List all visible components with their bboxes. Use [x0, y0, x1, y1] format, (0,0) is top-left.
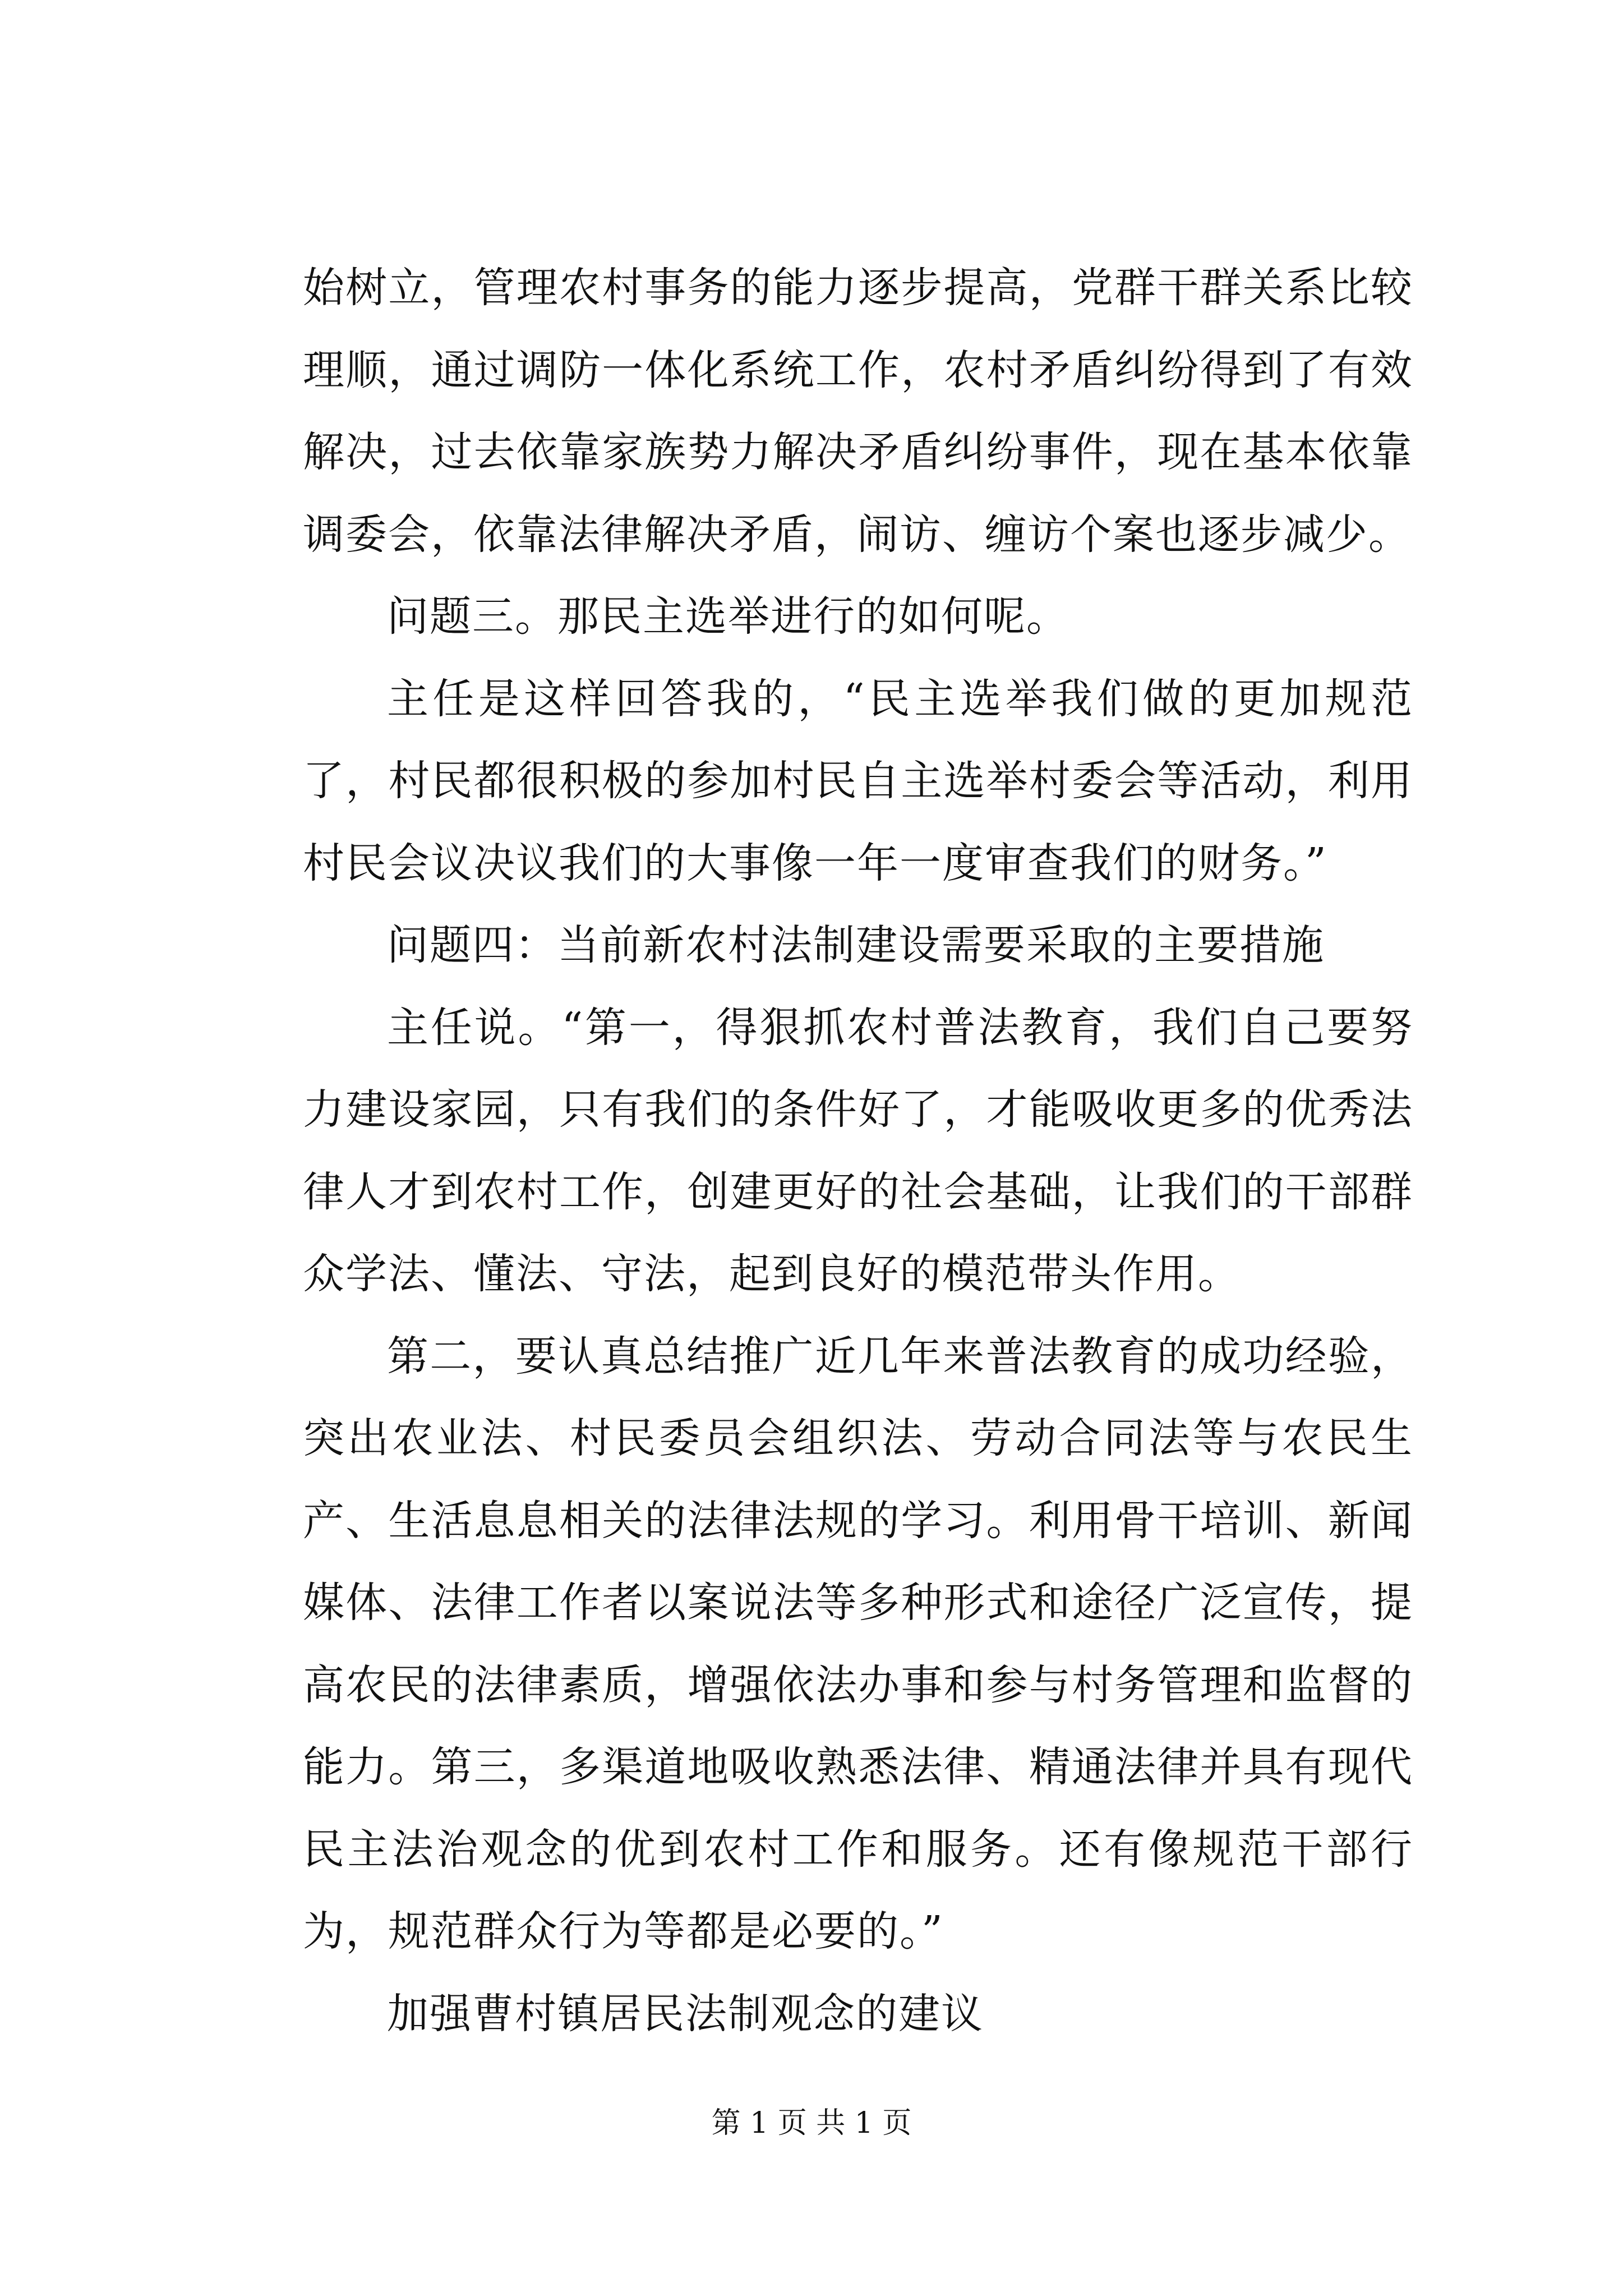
paragraph-answer-four-first: 主任说。“第一，得狠抓农村普法教育，我们自己要努力建设家园，只有我们的条件好了，才能吸收更多的优秀法律人才到农村工作，创建更好的社会基础，让我们的干部群众学法、懂法、守法，起到良好的模范带头作用。 [303, 1003, 1413, 1298]
section-heading-suggestions: 加强曹村镇居民法制观念的建议 [387, 1989, 984, 2038]
paragraph-answer-four-second: 第二，要认真总结推广近几年来普法教育的成功经验，突出农业法、村民委员会组织法、劳动合同法等与农民生产、生活息息相关的法律法规的学习。利用骨干培训、新闻媒体、法律工作者以案说法等多种形式和途径广泛宣传，提高农民的法律素质，增强依法办事和参与村务管理和监督的能力。第三，多渠道地吸收熟悉法律、精通法律并具有现代民主法治观念的优到农村工作和服务。还有像规范干部行为，规范群众行为等都是必要的。” [303, 1332, 1413, 1955]
paragraph-question-three: 问题三。那民主选举进行的如何呢。 [387, 592, 1069, 641]
page-footer [0, 2104, 1623, 2143]
paragraph-question-four: 问题四：当前新农村法制建设需要采取的主要措施 [387, 921, 1325, 969]
paragraph-continuation: 始树立，管理农村事务的能力逐步提高，党群干群关系比较理顺，通过调防一体化系统工作，农村矛盾纠纷得到了有效解决，过去依靠家族势力解决矛盾纠纷事件，现在基本依靠调委会，依靠法律解决矛盾，闹访、缠访个案也逐步减少。 [303, 264, 1413, 559]
document-body [303, 247, 1413, 2055]
page-number-label: 第 1 页 共 1 页 [711, 2106, 912, 2140]
paragraph-answer-three: 主任是这样回答我的，“民主选举我们做的更加规范了，村民都很积极的参加村民自主选举村委会等活动，利用村民会议决议我们的大事像一年一度审查我们的财务。” [303, 674, 1413, 887]
